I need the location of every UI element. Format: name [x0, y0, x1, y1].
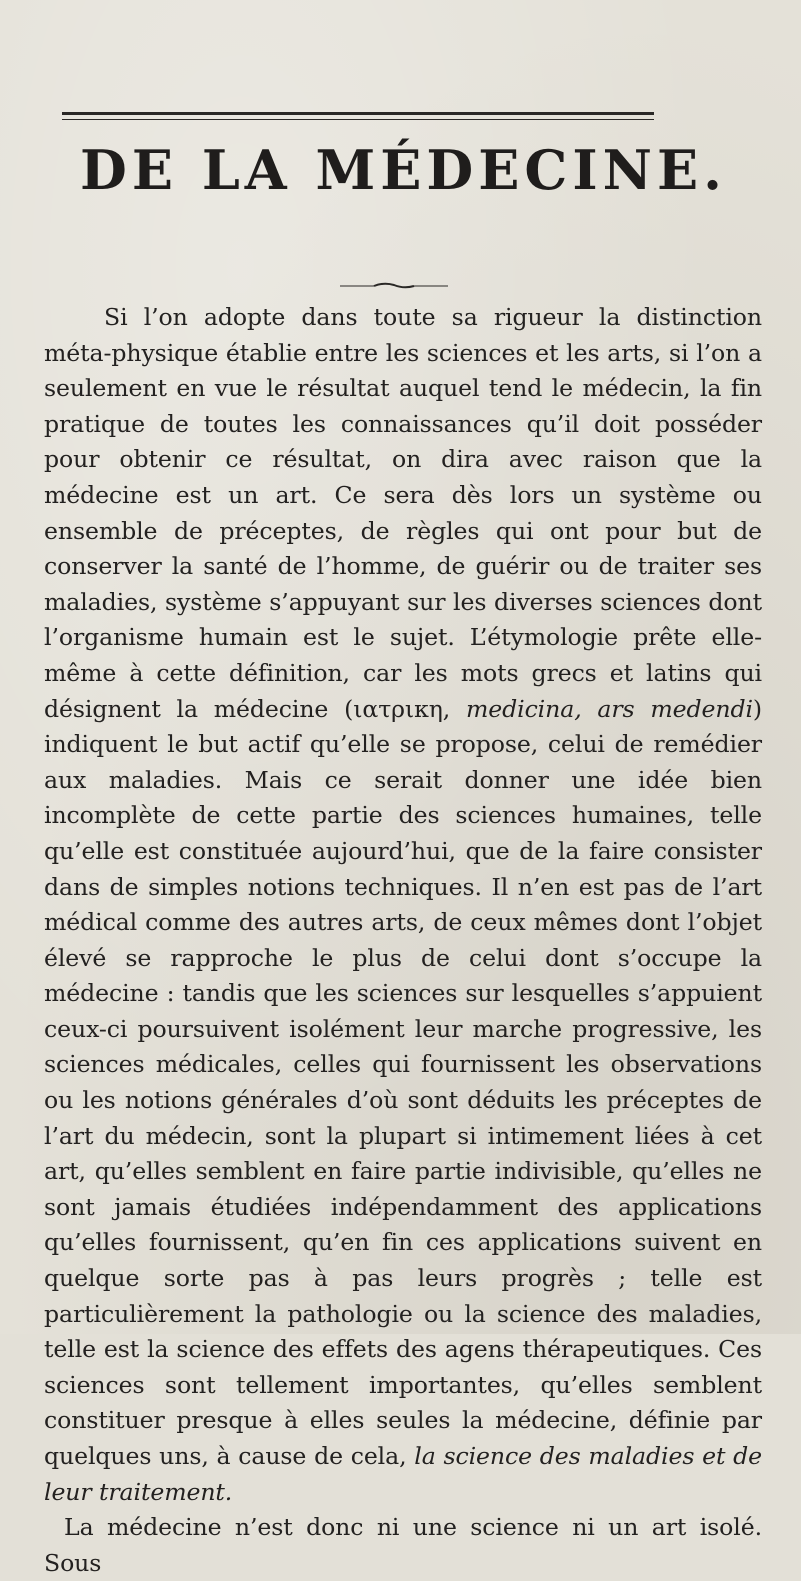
top-rule-thick [62, 112, 654, 115]
text-run: Si l’on adopte dans toute sa rigueur la distinction méta-physique établie entre les sciences et les arts, si l’on a seulement en vue le résultat auquel tend le médecin, la fin pratique de toutes les connaissances qu’il doit posséder pour obtenir ce résultat, on dira avec raison que la médecine est un art. Ce sera dès lors un système ou ensemble de préceptes, de règles qui ont pour but de conserver la santé de l’homme, de guérir ou de traiter ses maladies, système s’appuyant sur les diverses sciences dont l’organisme humain est le sujet. L’étymologie prête elle-même à cette définition, car les mots grecs et latins qui désignent la médecine ( [44, 303, 762, 723]
body-text [44, 300, 762, 1581]
paragraph [44, 300, 762, 1510]
chapter-heading: DE LA MÉDECINE. [80, 138, 727, 202]
latin-words: medicina, ars medendi [465, 694, 753, 723]
definition-italic: la science des maladies et de leur traitement. [44, 1442, 762, 1506]
paragraph: La médecine n’est donc ni une science ni un art isolé. Sous [44, 1513, 762, 1577]
separator: , [442, 694, 466, 723]
greek-word: ιατρικη [353, 694, 443, 723]
top-rule-thin [62, 119, 654, 120]
ornament-divider [340, 281, 448, 291]
text-run: ) indiquent le but actif qu’elle se propose, celui de remédier aux maladies. Mais ce serait donner une idée bien incomplète de cette partie des sciences humaines, telle qu’elle est constituée aujourd’hui, que de la faire consister dans de simples notions techniques. Il n’en est pas de l’art médical comme des autres arts, de ceux mêmes dont l’objet élevé se rapproche le plus de celui dont s’occupe la médecine : tandis que les sciences sur lesquelles s’appuient ceux-ci poursuivent isolément leur marche progressive, les sciences médicales, celles qui fournissent les observations ou les notions générales d’où sont déduits les préceptes de l’art du médecin, sont la plupart si intimement liées à cet art, qu’elles semblent en faire partie indivisible, qu’elles ne sont jamais étudiées indépendamment des applications qu’elles fournissent, qu’en fin ces applications suivent en quelque sorte pas à pas leurs progrès ; telle est particulièrement la pathologie ou la science des maladies, telle est la science des effets des agens thérapeutiques. Ces sciences sont tellement importantes, qu’elles semblent constituer presque à elles seules la médecine, définie par quelques uns, à cause de cela, [44, 694, 763, 1470]
